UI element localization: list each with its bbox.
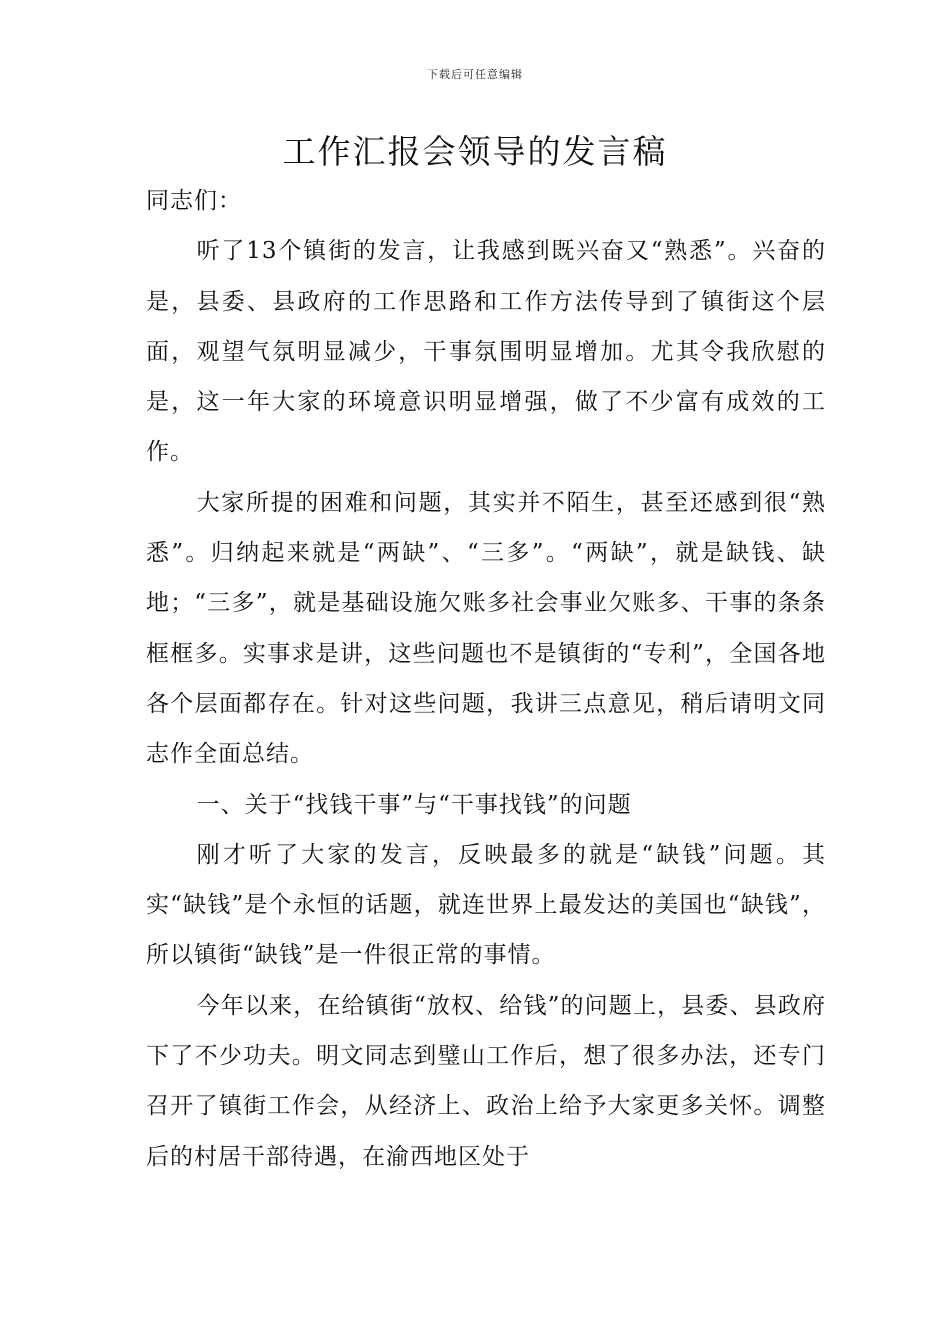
- document-title: 工作汇报会领导的发言稿: [282, 132, 668, 171]
- document-body: [146, 176, 826, 1182]
- header-note: 下载后可任意编辑: [427, 68, 523, 81]
- paragraph-intro: 听了13个镇街的发言，让我感到既兴奋又“熟悉”。兴奋的是，县委、县政府的工作思路和工作方法传导到了镇街这个层面，观望气氛明显减少，干事氛围明显增加。尤其令我欣慰的是，这一年大家的环境意识明显增强，做了不少富有成效的工作。: [146, 238, 826, 466]
- paragraph-this-year: 今年以来，在给镇街“放权、给钱”的问题上，县委、县政府下了不少功夫。明文同志到璧山工作后，想了很多办法，还专门召开了镇街工作会，从经济上、政治上给予大家更多关怀。调整后的村居干部待遇，在渝西地区处于: [146, 992, 826, 1170]
- paragraph-problems: 大家所提的困难和问题，其实并不陌生，甚至还感到很“熟悉”。归纳起来就是“两缺”、“三多”。“两缺”，就是缺钱、缺地；“三多”，就是基础设施欠账多社会事业欠账多、干事的条条框框多。实事求是讲，这些问题也不是镇街的“专利”，全国各地各个层面都存在。针对这些问题，我讲三点意见，稍后请明文同志作全面总结。: [146, 489, 826, 768]
- section-heading: 一、关于“找钱干事”与“干事找钱”的问题: [196, 791, 632, 818]
- paragraph-money: 刚才听了大家的发言，反映最多的就是“缺钱”问题。其实“缺钱”是个永恒的话题，就连世界上最发达的美国也“缺钱”，所以镇街“缺钱”是一件很正常的事情。: [146, 841, 826, 969]
- salutation: 同志们：: [146, 188, 242, 214]
